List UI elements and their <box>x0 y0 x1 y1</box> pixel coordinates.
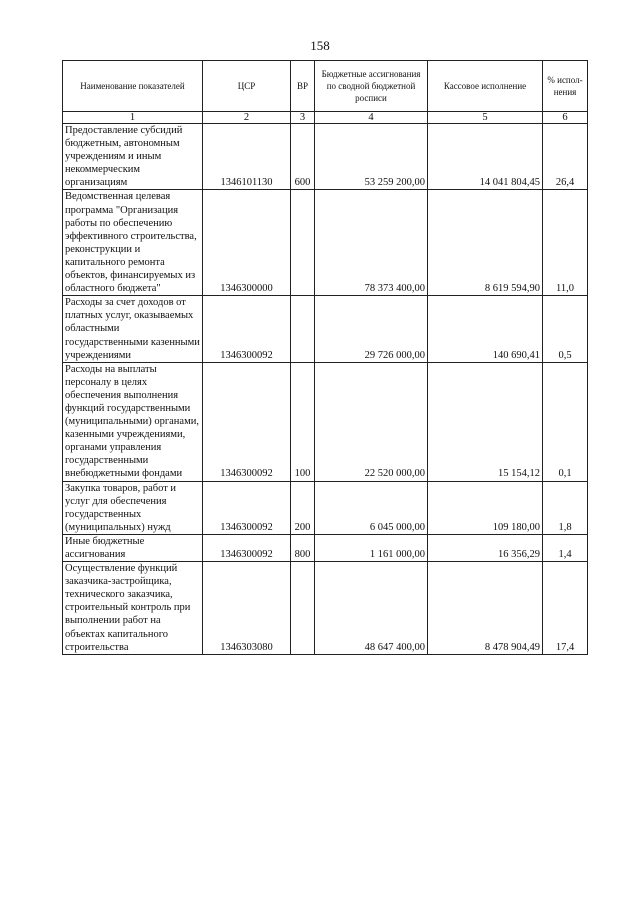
row-csr: 1346300000 <box>203 190 291 296</box>
row-percent: 1,4 <box>543 534 588 561</box>
header-percent: % испол-нения <box>543 61 588 112</box>
row-csr: 1346300092 <box>203 534 291 561</box>
table-row <box>63 296 588 362</box>
row-assigned: 78 373 400,00 <box>315 190 428 296</box>
table-row <box>63 362 588 481</box>
page-number: 158 <box>310 38 330 53</box>
row-name: Ведомственная целевая программа "Организация работы по обеспечению эффективного строительства, реконструкции и капитального ремонта объектов, финансируемых из областного бюджета" <box>63 190 203 296</box>
row-vr: 600 <box>291 124 315 190</box>
row-percent: 0,5 <box>543 296 588 362</box>
row-percent: 11,0 <box>543 190 588 296</box>
row-assigned: 22 520 000,00 <box>315 362 428 481</box>
header-name: Наименование показателей <box>63 61 203 112</box>
row-name: Иные бюджетные ассигнования <box>63 534 203 561</box>
row-name: Расходы за счет доходов от платных услуг, оказываемых областными государственными казенными учреждениями <box>63 296 203 362</box>
row-vr: 100 <box>291 362 315 481</box>
row-executed: 8 619 594,90 <box>428 190 543 296</box>
row-csr: 1346101130 <box>203 124 291 190</box>
column-number: 1 <box>63 112 203 124</box>
row-assigned: 6 045 000,00 <box>315 481 428 534</box>
row-csr: 1346300092 <box>203 481 291 534</box>
row-name: Расходы на выплаты персоналу в целях обеспечения выполнения функций государственными (муниципальными) органами, казенными учреждениями, органами управления государственными внебюджетными фондами <box>63 362 203 481</box>
table-header-row <box>63 61 588 112</box>
row-csr: 1346300092 <box>203 362 291 481</box>
row-assigned: 29 726 000,00 <box>315 296 428 362</box>
row-executed: 8 478 904,49 <box>428 562 543 655</box>
row-assigned: 53 259 200,00 <box>315 124 428 190</box>
row-percent: 0,1 <box>543 362 588 481</box>
column-number: 6 <box>543 112 588 124</box>
table-row <box>63 562 588 655</box>
row-vr <box>291 296 315 362</box>
header-csr: ЦСР <box>203 61 291 112</box>
row-csr: 1346303080 <box>203 562 291 655</box>
column-number: 3 <box>291 112 315 124</box>
table-row <box>63 481 588 534</box>
table-row <box>63 124 588 190</box>
row-vr <box>291 190 315 296</box>
row-percent: 26,4 <box>543 124 588 190</box>
row-assigned: 48 647 400,00 <box>315 562 428 655</box>
row-assigned: 1 161 000,00 <box>315 534 428 561</box>
row-executed: 140 690,41 <box>428 296 543 362</box>
row-csr: 1346300092 <box>203 296 291 362</box>
row-name: Предоставление субсидий бюджетным, автономным учреждениям и иным некоммерческим организациям <box>63 124 203 190</box>
header-vr: ВР <box>291 61 315 112</box>
table-row <box>63 534 588 561</box>
row-executed: 14 041 804,45 <box>428 124 543 190</box>
header-assigned: Бюджетные ассигнования по сводной бюджетной росписи <box>315 61 428 112</box>
row-name: Закупка товаров, работ и услуг для обеспечения государственных (муниципальных) нужд <box>63 481 203 534</box>
row-vr: 200 <box>291 481 315 534</box>
row-executed: 109 180,00 <box>428 481 543 534</box>
row-percent: 1,8 <box>543 481 588 534</box>
column-number: 4 <box>315 112 428 124</box>
column-number-row <box>63 112 588 124</box>
row-percent: 17,4 <box>543 562 588 655</box>
column-number: 2 <box>203 112 291 124</box>
table-row <box>63 190 588 296</box>
row-executed: 15 154,12 <box>428 362 543 481</box>
row-vr <box>291 562 315 655</box>
row-executed: 16 356,29 <box>428 534 543 561</box>
budget-execution-table <box>62 60 588 655</box>
row-vr: 800 <box>291 534 315 561</box>
column-number: 5 <box>428 112 543 124</box>
header-executed: Кассовое исполнение <box>428 61 543 112</box>
row-name: Осуществление функций заказчика-застройщика, технического заказчика, строительный контроль при выполнении работ на объектах капитального строительства <box>63 562 203 655</box>
